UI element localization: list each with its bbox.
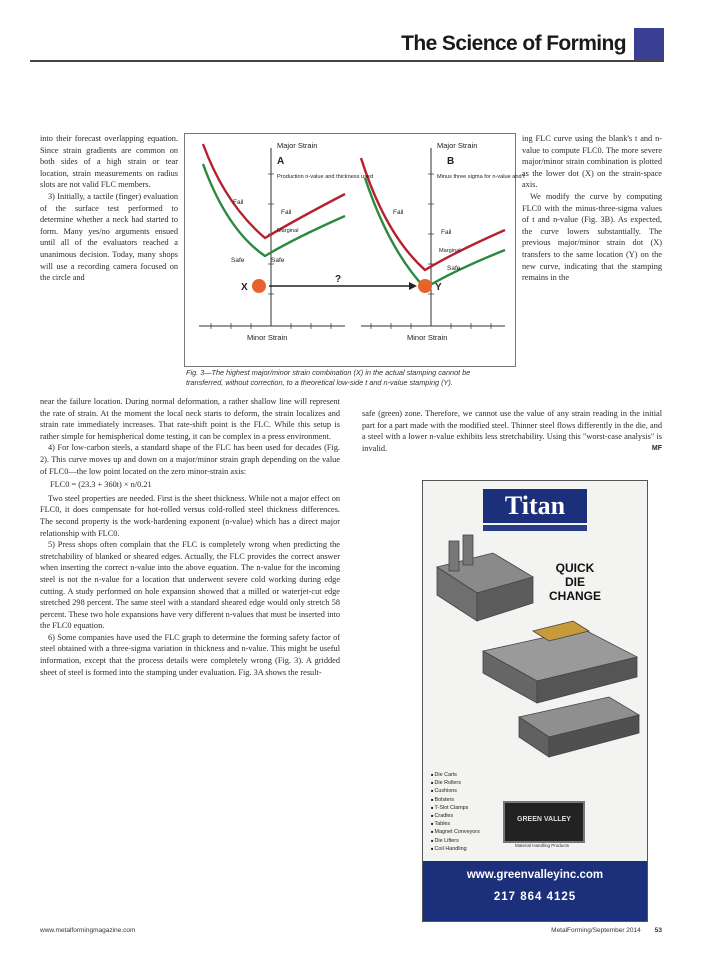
paragraph: 4) For low-carbon steels, a standard shape of the FLC has been used for decades (Fig. 2). This curve moves up and down on a major/minor strain graph depending on the value of FLC0—the low point located on the zero minor-strain axis: xyxy=(40,443,340,476)
die-cart-illustration xyxy=(423,481,647,781)
feature-item: ■ Die Rollers xyxy=(431,779,480,787)
right-column-end xyxy=(362,408,662,454)
panel-a-marginal-label: Marginal xyxy=(277,228,299,234)
paragraph: into their forecast overlapping equation. Since strain gradients are common on both sides of a high strain or tear location, strain measurements on radius slots are not valid FLC members. xyxy=(40,134,178,190)
equipment-1 xyxy=(437,535,533,621)
panel-a-axis-label: Major Strain xyxy=(277,141,318,150)
figure-caption: Fig. 3—The highest major/minor strain combination (X) in the actual stamping cannot be transferred, without correction, to a theoretical low-side t and n-value stamping (Y). xyxy=(186,368,471,387)
section-color-block xyxy=(634,28,664,60)
feature-item: ■ Coil Handling xyxy=(431,845,480,853)
flc-diagram xyxy=(185,134,525,366)
feature-item: ■ Tables xyxy=(431,820,480,828)
panel-a-minor-label: Minor Strain xyxy=(247,333,288,342)
arrow-label: ? xyxy=(335,274,342,285)
footer-website[interactable]: www.metalformingmagazine.com xyxy=(40,927,136,934)
paragraph: ing FLC curve using the blank's t and n-value to compute FLC0. The more severe major/minor strain combination is plotted as the lower dot (X) on the strain-space axis. xyxy=(522,134,662,190)
section-title: The Science of Forming xyxy=(401,32,626,55)
left-column-top xyxy=(40,133,178,284)
ad-phone-number: 217 864 4125 xyxy=(493,891,577,903)
panel-a-fail-curve xyxy=(203,144,345,238)
panel-b-note: Minus three sigma for n-value and t xyxy=(437,174,525,180)
titan-advertisement[interactable] xyxy=(422,480,648,922)
panel-b-axis-label: Major Strain xyxy=(437,141,478,150)
panel-a-fail-right-label: Fail xyxy=(281,209,292,216)
paragraph: We modify the curve by computing FLC0 with the minus-three-sigma values of t and n-value (Fig. 3B). As expected, the curve lowers substantially. The previous major/minor strain dot (X) transfers to the same location (Y) on the new curve, indicating that the stamping remains in the xyxy=(522,191,662,283)
right-column-top xyxy=(522,133,662,284)
panel-b-fail-label: Fail xyxy=(393,209,404,216)
panel-a-safe-label: Safe xyxy=(231,257,245,264)
feature-item: ■ Magnet Conveyors xyxy=(431,828,480,836)
page-number: 53 xyxy=(654,927,662,934)
headline-line: DIE xyxy=(564,575,585,589)
left-column-main xyxy=(40,396,340,678)
panel-a-safe-right-label: Safe xyxy=(271,257,285,264)
feature-item: ■ Cradles xyxy=(431,812,480,820)
feature-item: ■ Bolsters xyxy=(431,796,480,804)
panel-b-point-label: Y xyxy=(435,282,442,293)
transfer-arrowhead xyxy=(409,282,417,290)
figure-3 xyxy=(184,133,525,367)
headline-line: QUICK xyxy=(555,561,595,575)
paragraph: 3) Initially, a tactile (finger) evaluation of the surface test performed to determine whether a neck had started to form. Many yes/no arguments ensued until all of the evaluators reached a unanimous decision. Today, many shops will use a recording camera focused on the circle and xyxy=(40,191,178,283)
panel-a-fail-label: Fail xyxy=(233,199,244,206)
panel-a-letter: A xyxy=(277,156,285,167)
point-x-marker xyxy=(252,279,266,293)
panel-b-marginal-label: Marginal xyxy=(439,248,461,254)
ad-website-link[interactable]: www.greenvalleyinc.com xyxy=(466,869,604,881)
panel-b-safe-label: Safe xyxy=(447,265,461,272)
feature-item: ■ Cushions xyxy=(431,787,480,795)
panel-a-point-label: X xyxy=(241,282,248,293)
issue-text: MetalForming/September 2014 xyxy=(551,927,641,934)
paragraph-text: safe (green) zone. Therefore, we cannot use the value of any strain reading in the initial part for a part made with the modified steel. Thinner steel flows differently in the die, and a steel with a lower n-value exhibits less stretchability. Using this "worst-case analysis" is invalid. xyxy=(362,409,662,453)
footer-issue xyxy=(551,927,662,934)
panel-a-note: Production n-value and thickness used xyxy=(277,174,374,180)
feature-item: ■ Die Carts xyxy=(431,771,480,779)
panel-b-minor-label: Minor Strain xyxy=(407,333,448,342)
paragraph: Two steel properties are needed. First is the sheet thickness. While not a major effect on FLC0, it does compensate for hot-rolled versus cold-rolled steel thickness differences. The second property is the work-hardening exponent (n-value) which has a direct major relationship with FLC0. xyxy=(40,493,340,538)
equipment-2 xyxy=(483,621,637,703)
paragraph: 5) Press shops often complain that the FLC is completely wrong when predicting the stretchability of blanked or sheared edges. Actually, the FLC provides the correct answer when inserting the correct n-value into the above equation. The n-value for the incoming steel is not the n-value for a location that underwent severe cold working during edge cutting. A study performed on hole expansion showed that a milled or waterjet-cut edge stretched 298 percent. The same steel with a standard sheared edge would only stretch 58 percent. These two hole expansions have very different n-values that must be inserted into the FLC0 equation. xyxy=(40,540,340,631)
feature-item: ■ T-Slot Clamps xyxy=(431,804,480,812)
panel-b-fail-right-label: Fail xyxy=(441,229,452,236)
feature-item: ■ Die Lifters xyxy=(431,837,480,845)
panel-b-safe-curve xyxy=(365,178,505,288)
header-divider xyxy=(30,60,664,62)
titan-logo: Titan xyxy=(483,489,587,523)
paragraph: near the failure location. During normal deformation, a rather shallow line will represent the rate of strain. At the moment the local neck starts to deform, the strain localizes and strain rate immediately increases. That rate-shift point is the FLC. While this setup is rather simple for hemispherical dome testing, it can be complex in a press environment. xyxy=(40,397,340,441)
equipment-3 xyxy=(519,697,639,757)
headline-line: CHANGE xyxy=(548,589,601,603)
point-y-marker xyxy=(418,279,432,293)
green-valley-tagline: Material Handling Products xyxy=(514,843,570,848)
panel-b-letter: B xyxy=(447,156,455,167)
flc-formula: FLC0 = (23.3 + 360t) × n/0.21 xyxy=(50,480,152,490)
green-valley-badge: GREEN VALLEY xyxy=(503,801,585,843)
paragraph: 6) Some companies have used the FLC graph to determine the forming safety factor of steel obtained with a three-sigma variation in thickness and n-value. This might be useful information, except that the process details were completely wrong (Fig. 3). A gridded sheet of steel is formed into the stamping under evaluation. Fig. 3A shows the result- xyxy=(40,632,340,677)
end-mark: MF xyxy=(651,444,662,452)
paragraph xyxy=(362,408,662,454)
ad-feature-list xyxy=(431,771,480,853)
